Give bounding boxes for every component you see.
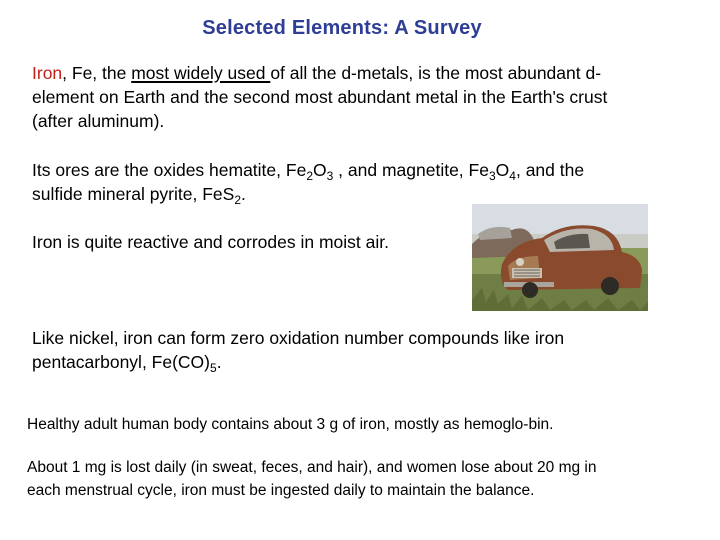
text-span: , Fe, the	[62, 63, 132, 83]
text-span: .	[241, 184, 246, 204]
iron-keyword: Iron	[32, 63, 63, 83]
paragraph-iron-ores	[32, 158, 584, 206]
subscript: 3	[488, 169, 496, 183]
rusty-car-photo	[472, 204, 648, 311]
paragraph-body-iron	[27, 413, 553, 436]
paragraph-line: Like nickel, iron can form zero oxidation number compounds like iron	[32, 328, 565, 348]
slide-title: Selected Elements: A Survey	[202, 17, 482, 39]
paragraph-iron-loss	[27, 456, 597, 502]
subscript: 2	[306, 169, 313, 183]
underlined-phrase: most widely used	[131, 63, 271, 83]
paragraph-line	[32, 61, 607, 85]
front-wheel	[522, 282, 538, 298]
text-span: Its ores are the oxides hematite, Fe	[32, 160, 307, 180]
paragraph-line: Healthy adult human body contains about 3 g of iron, mostly as hemoglo-bin.	[27, 416, 554, 433]
paragraph-line: (after aluminum).	[32, 111, 165, 131]
paragraph-line	[32, 182, 584, 206]
text-span: , and magnetite, Fe	[333, 160, 489, 180]
paragraph-iron-abundance	[32, 61, 607, 133]
headlight	[516, 258, 524, 266]
subscript: 3	[326, 169, 334, 183]
paragraph-iron-reactive	[32, 230, 389, 254]
subscript: 5	[210, 361, 217, 375]
text-span: .	[216, 352, 222, 372]
paragraph-line	[32, 350, 564, 374]
subscript: 4	[509, 169, 516, 183]
text-span: O	[313, 160, 327, 180]
paragraph-line: each menstrual cycle, iron must be ingested daily to maintain the balance.	[27, 482, 535, 499]
paragraph-line: Iron is quite reactive and corrodes in moist air.	[32, 232, 389, 252]
rusty-car-illustration	[472, 204, 648, 311]
paragraph-iron-carbonyl	[32, 326, 564, 374]
rear-wheel	[601, 277, 619, 295]
text-span: of all the d-metals, is the most abundant d-	[270, 63, 602, 83]
text-span: pentacarbonyl, Fe(CO)	[32, 352, 210, 372]
paragraph-line: element on Earth and the second most abundant metal in the Earth's crust	[32, 87, 608, 107]
paragraph-line: About 1 mg is lost daily (in sweat, feces, and hair), and women lose about 20 mg in	[27, 459, 597, 476]
text-span: , and the	[515, 160, 585, 180]
paragraph-line	[32, 158, 584, 182]
text-span: sulfide mineral pyrite, FeS	[32, 184, 235, 204]
text-span: O	[495, 160, 510, 180]
subscript: 2	[234, 193, 241, 207]
